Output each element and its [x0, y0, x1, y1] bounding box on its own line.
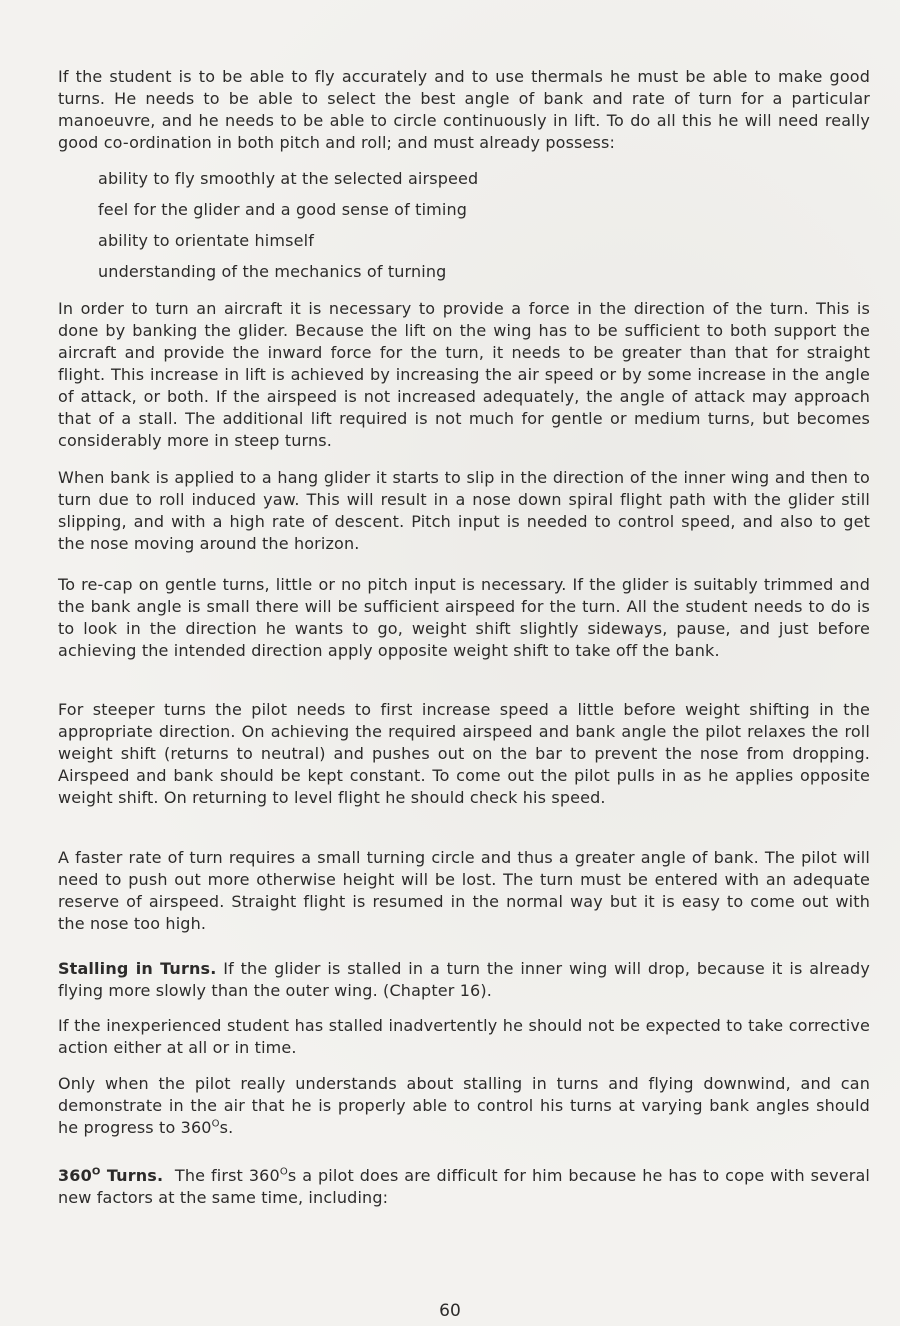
degree-sign: O: [91, 1166, 101, 1178]
paragraph-inexperienced-student: If the inexperienced student has stalled inadvertently he should not be expected to take corrective action either at all or in time.: [58, 1016, 870, 1057]
paragraph-progress-end: s.: [219, 1118, 234, 1137]
paragraph-intro: If the student is to be able to fly accurately and to use thermals he must be able to make good turns. He needs to be able to select the best angle of bank and rate of turn for a particular manoeuvre, and he needs to be able to circle continuously in lift. To do all this he will need really good co-ordination in both pitch and roll; and must already possess:: [58, 67, 870, 152]
heading-360-number: 360: [58, 1166, 92, 1185]
paragraph-360-turns: [58, 1165, 870, 1209]
degree-sign: O: [279, 1166, 288, 1178]
list-item: feel for the glider and a good sense of timing: [98, 200, 468, 219]
paragraph-faster-rate: A faster rate of turn requires a small turning circle and thus a greater angle of bank. The pilot will need to push out more otherwise height will be lost. The turn must be entered with an adequate reserve of airspeed. Straight flight is resumed in the normal way but it is easy to come out with the nose too high.: [58, 848, 870, 933]
paragraph-progress-text: Only when the pilot really understands about stalling in turns and flying downwind, and can demonstrate in the air that he is properly able to control his turns at varying bank angles should he progress to 360: [58, 1074, 870, 1137]
heading-360-label: Turns.: [100, 1166, 164, 1185]
paragraph-360-body-end: s a pilot does are difficult for him because he has to cope with several new factors at the same time, including:: [58, 1166, 870, 1207]
degree-sign: O: [211, 1118, 220, 1130]
paragraph-steeper-turns: For steeper turns the pilot needs to first increase speed a little before weight shifting in the appropriate direction. On achieving the required airspeed and bank angle the pilot relaxes the roll weight shift (returns to neutral) and pushes out on the bar to prevent the nose from dropping. Airspeed and bank should be kept constant. To come out the pilot pulls in as he applies opposite weight shift. On returning to level flight he should check his speed.: [58, 700, 870, 807]
section-heading-stalling: Stalling in Turns.: [58, 959, 217, 978]
paragraph-progress-360: [58, 1073, 870, 1139]
prerequisite-list: [98, 163, 798, 287]
paragraph-stalling-body: If the glider is stalled in a turn the inner wing will drop, because it is already flying more slowly than the outer wing. (Chapter 16).: [58, 959, 870, 1000]
paragraph-360-body-start: The first 360: [174, 1166, 280, 1185]
list-item: ability to orientate himself: [98, 231, 314, 250]
paragraph-bank-slip: When bank is applied to a hang glider it starts to slip in the direction of the inner wing and then to turn due to roll induced yaw. This will result in a nose down spiral flight path with the glider still slipping, and with a high rate of descent. Pitch input is needed to control speed, and also to get the nose moving around the horizon.: [58, 468, 870, 553]
page-number: 60: [439, 1301, 461, 1321]
paragraph-gentle-turns: To re-cap on gentle turns, little or no pitch input is necessary. If the glider is suitably trimmed and the bank angle is small there will be sufficient airspeed for the turn. All the student needs to do is to look in the direction he wants to go, weight shift slightly sideways, pause, and just before achieving the intended direction apply opposite weight shift to take off the bank.: [58, 575, 870, 660]
paragraph-stalling-in-turns: [58, 958, 870, 1002]
list-item: ability to fly smoothly at the selected airspeed: [98, 169, 479, 188]
paragraph-turn-force: In order to turn an aircraft it is necessary to provide a force in the direction of the turn. This is done by banking the glider. Because the lift on the wing has to be sufficient to both support the aircraft and provide the inward force for the turn, it needs to be greater than that for straight flight. This increase in lift is achieved by increasing the air speed or by some increase in the angle of attack, or both. If the airspeed is not increased adequately, the angle of attack may approach that of a stall. The additional lift required is not much for gentle or medium turns, but becomes considerably more in steep turns.: [58, 299, 870, 450]
section-heading-360-turns: [58, 1166, 163, 1185]
list-item: understanding of the mechanics of turning: [98, 262, 447, 281]
